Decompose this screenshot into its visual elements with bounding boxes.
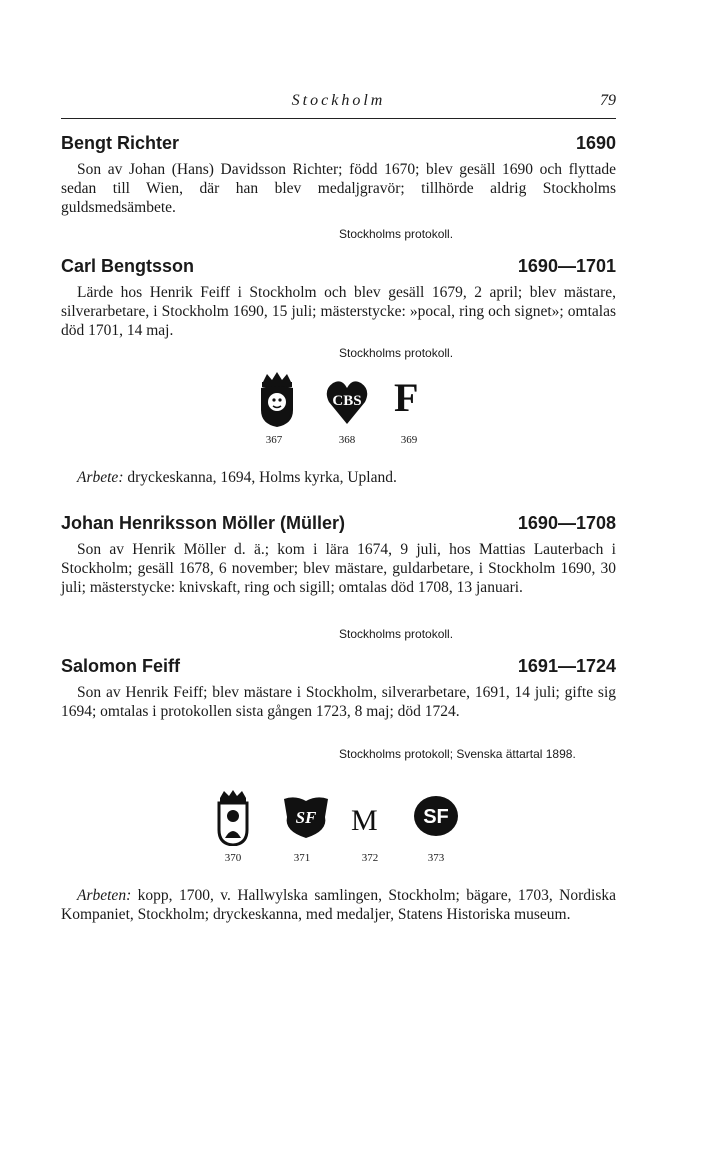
svg-text:CBS: CBS xyxy=(332,393,362,409)
entry-works xyxy=(61,468,616,487)
entry-heading xyxy=(61,133,616,159)
entry-source: Stockholms protokoll; Svenska ättartal 1898. xyxy=(339,747,576,761)
entry-bio: Lärde hos Henrik Feiff i Stockholm och blev gesäll 1679, 2 april; blev mästare, silverarbetare, i Stockholm 1690, 15 juli; mästerstycke: »pocal, ring och signet»; omtalas död 1701, 14 maj. xyxy=(61,284,616,339)
entry-years: 1690—1708 xyxy=(517,513,616,533)
entry-name: Salomon Feiff xyxy=(61,656,181,676)
letter-m-mark-icon: M xyxy=(351,804,378,837)
entry-bio: Son av Henrik Feiff; blev mästare i Stockholm, silverarbetare, 1691, 14 juli; gifte sig 1694; omtalas i protokollen sista gången 1723, 8 maj; död 1724. xyxy=(61,684,616,720)
entry-years: 1691—1724 xyxy=(517,656,616,676)
entry-years: 1690 xyxy=(575,133,616,153)
svg-text:SF: SF xyxy=(295,808,317,827)
entry-source: Stockholms protokoll. xyxy=(339,227,454,241)
entry-years: 1690—1701 xyxy=(517,256,616,276)
entry-name: Bengt Richter xyxy=(61,133,180,153)
page-number: 79 xyxy=(600,92,616,109)
mark-number: 371 xyxy=(293,852,311,864)
mark-number: 368 xyxy=(338,434,356,446)
mark-number: 369 xyxy=(400,434,418,446)
letter-f-mark-icon: F xyxy=(394,375,419,420)
running-title: Stockholm xyxy=(291,92,386,109)
heart-cbs-monogram-mark-icon xyxy=(325,378,369,426)
works-text: dryckeskanna, 1694, Holms kyrka, Upland. xyxy=(127,469,397,486)
entry-heading xyxy=(61,513,616,539)
sf-oval-mark-icon xyxy=(413,795,459,837)
works-label: Arbeten: xyxy=(77,887,132,904)
mark-number: 367 xyxy=(265,434,283,446)
svg-text:SF: SF xyxy=(423,806,449,828)
entry-heading xyxy=(61,656,616,682)
entry-bio: Son av Henrik Möller d. ä.; kom i lära 1674, 9 juli, hos Mattias Lauterbach i Stockholm; gesäll 1678, 6 november; blev mästare, guldarbetare, i Stockholm 1690, 30 juli; mästerstycke: knivskaft, ring och sigill; omtalas död 1708, 13 januari. xyxy=(61,541,616,596)
works-text: kopp, 1700, v. Hallwylska samlingen, Stockholm; bägare, 1703, Nordiska Kompaniet, Stockholm; dryckeskanna, med medaljer, Statens Historiska museum. xyxy=(61,887,617,923)
crowned-head-mark-icon xyxy=(253,372,301,428)
mark-number: 372 xyxy=(361,852,379,864)
mark-number: 370 xyxy=(224,852,242,864)
entry-source: Stockholms protokoll. xyxy=(339,346,454,360)
running-head xyxy=(61,92,616,119)
entry-bio: Son av Johan (Hans) Davidsson Richter; född 1670; blev gesäll 1690 och flyttade sedan till Wien, där han blev medaljgravör; tillhörde aldrig Stockholms guldsmedsämbete. xyxy=(61,161,616,216)
sf-monogram-shield-mark-icon xyxy=(281,795,331,839)
entry-name: Johan Henriksson Möller (Müller) xyxy=(61,513,346,533)
crowned-figure-mark-icon xyxy=(214,790,252,846)
entry-name: Carl Bengtsson xyxy=(61,256,195,276)
mark-number: 373 xyxy=(427,852,445,864)
entry-heading xyxy=(61,256,616,282)
entry-source: Stockholms protokoll. xyxy=(339,627,454,641)
works-label: Arbete: xyxy=(77,469,124,486)
entry-works xyxy=(61,886,616,924)
